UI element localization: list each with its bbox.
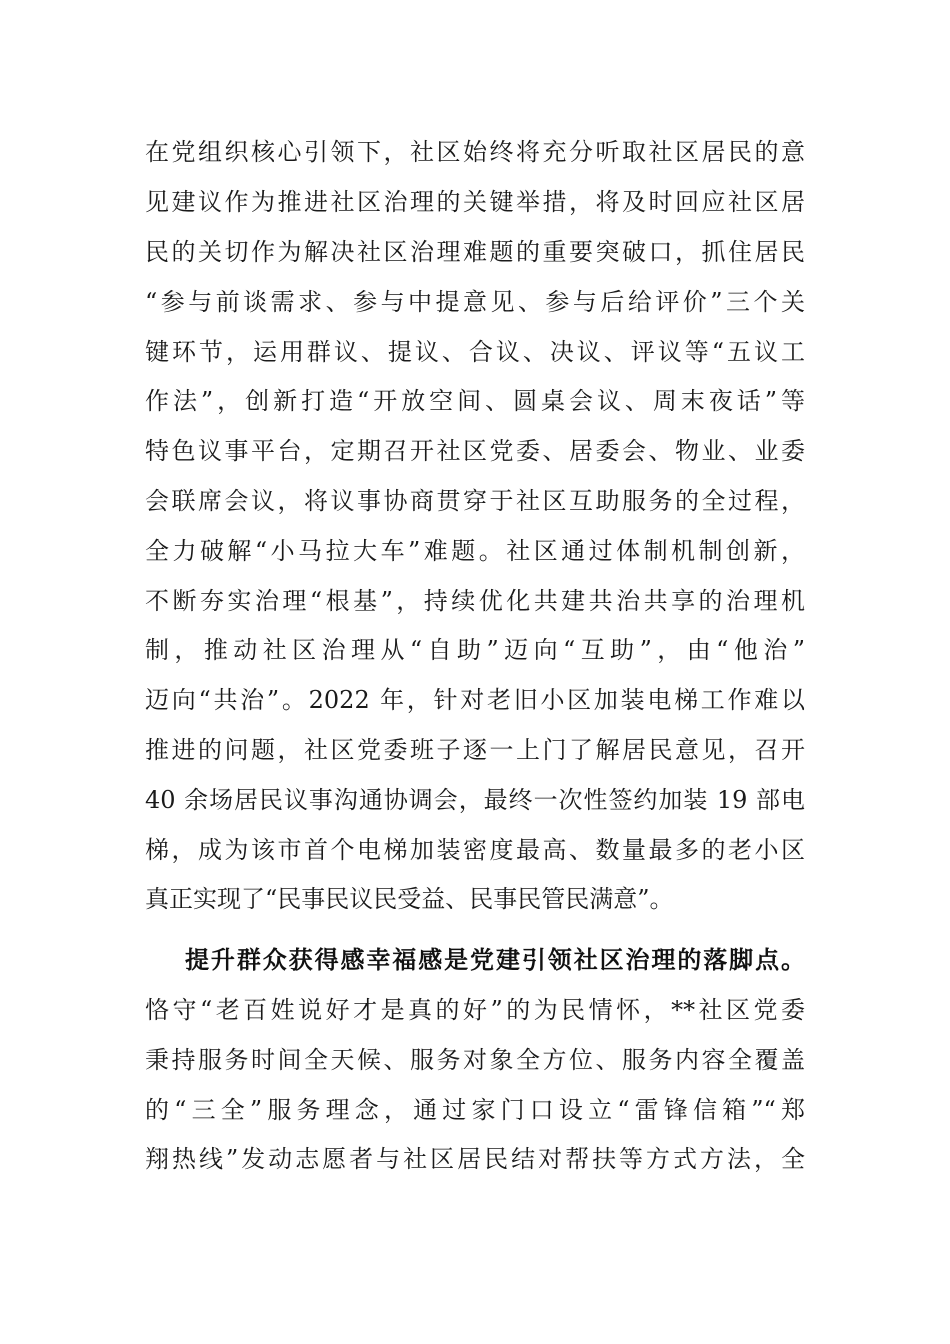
paragraph-1-line-13: 推进的问题，社区党委班子逐一上门了解居民意见，召开 xyxy=(145,736,805,764)
paragraph-1-line-6: 作法”，创新打造“开放空间、圆桌会议、周末夜话”等 xyxy=(145,387,805,415)
paragraph-2-heading: 提升群众获得感幸福感是党建引领社区治理的落脚点。 xyxy=(185,945,805,974)
paragraph-1-line-10: 不断夯实治理“根基”，持续优化共建共治共享的治理机 xyxy=(145,587,805,615)
paragraph-1-line-3: 民的关切作为解决社区治理难题的重要突破口，抓住居民 xyxy=(145,238,805,266)
paragraph-1-line-14: 40 余场居民议事沟通协调会，最终一次性签约加装 19 部电 xyxy=(145,786,805,814)
paragraph-1-line-9: 全力破解“小马拉大车”难题。社区通过体制机制创新， xyxy=(145,537,805,565)
paragraph-2-line-3: 的“三全”服务理念，通过家门口设立“雷锋信箱”“郑 xyxy=(145,1096,805,1124)
paragraph-2-line-2: 秉持服务时间全天候、服务对象全方位、服务内容全覆盖 xyxy=(145,1046,805,1074)
paragraph-2-line-1: 恪守“老百姓说好才是真的好”的为民情怀，**社区党委 xyxy=(145,996,805,1024)
paragraph-1-line-4: “参与前谈需求、参与中提意见、参与后给评价”三个关 xyxy=(145,288,805,316)
paragraph-1-line-15: 梯，成为该市首个电梯加装密度最高、数量最多的老小区 xyxy=(145,836,805,864)
paragraph-1-line-1: 在党组织核心引领下，社区始终将充分听取社区居民的意 xyxy=(145,138,805,166)
paragraph-1-line-8: 会联席会议，将议事协商贯穿于社区互助服务的全过程， xyxy=(145,487,805,515)
paragraph-1-line-2: 见建议作为推进社区治理的关键举措，将及时回应社区居 xyxy=(145,188,805,216)
paragraph-1-line-11: 制，推动社区治理从“自助”迈向“互助”，由“他治” xyxy=(145,636,805,664)
paragraph-1-line-16: 真正实现了“民事民议民受益、民事民管民满意”。 xyxy=(145,885,674,913)
paragraph-1-line-7: 特色议事平台，定期召开社区党委、居委会、物业、业委 xyxy=(145,437,805,465)
paragraph-1-line-5: 键环节，运用群议、提议、合议、决议、评议等“五议工 xyxy=(145,338,805,366)
paragraph-2-line-4: 翔热线”发动志愿者与社区居民结对帮扶等方式方法，全 xyxy=(145,1145,805,1173)
paragraph-1-line-12: 迈向“共治”。2022 年，针对老旧小区加装电梯工作难以 xyxy=(145,686,805,714)
